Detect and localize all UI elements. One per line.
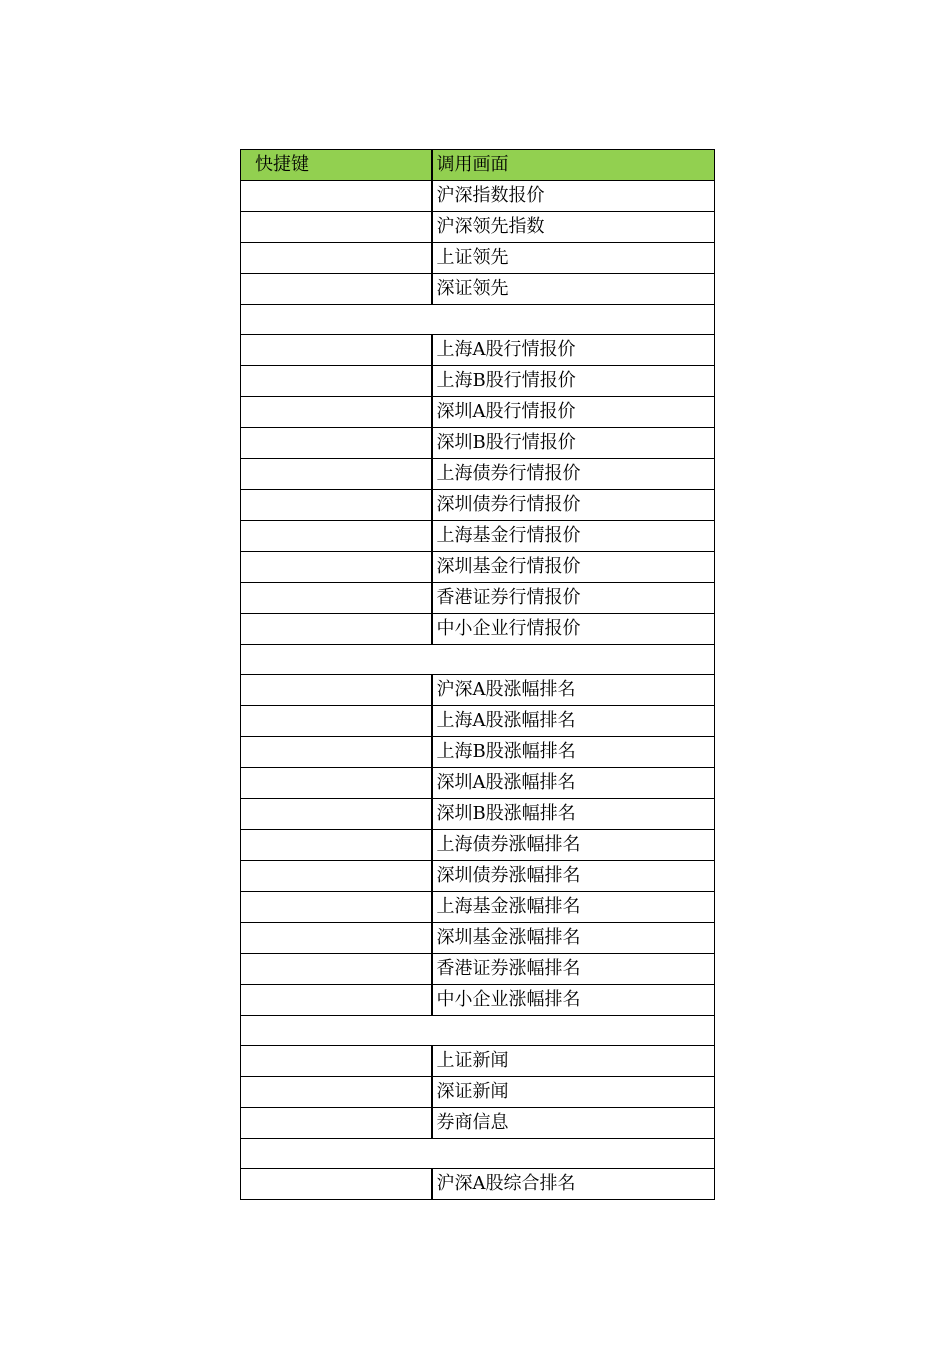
table-row: [241, 675, 715, 706]
table-row: [241, 768, 715, 799]
table-row: [241, 1077, 715, 1108]
screen-name-cell: 上海基金行情报价: [432, 521, 715, 552]
section-separator-row: [241, 1016, 715, 1046]
table-row: [241, 614, 715, 645]
shortcut-table: [240, 149, 715, 1200]
table-row: [241, 181, 715, 212]
table-row: [241, 583, 715, 614]
screen-name-cell: 上证新闻: [432, 1046, 715, 1077]
table-row: [241, 1108, 715, 1139]
table-row: [241, 923, 715, 954]
separator-cell: [241, 645, 715, 675]
table-row: [241, 521, 715, 552]
shortcut-key-cell: [241, 614, 432, 645]
shortcut-key-cell: [241, 737, 432, 768]
screen-name-cell: 上海A股涨幅排名: [432, 706, 715, 737]
separator-cell: [241, 1139, 715, 1169]
shortcut-key-cell: [241, 521, 432, 552]
table-row: [241, 737, 715, 768]
screen-name-cell: 上海A股行情报价: [432, 335, 715, 366]
screen-name-cell: 深圳A股涨幅排名: [432, 768, 715, 799]
screen-name-cell: 券商信息: [432, 1108, 715, 1139]
shortcut-key-cell: [241, 985, 432, 1016]
screen-name-cell: 上海债券涨幅排名: [432, 830, 715, 861]
screen-name-cell: 上海B股涨幅排名: [432, 737, 715, 768]
screen-name-cell: 深圳A股行情报价: [432, 397, 715, 428]
shortcut-key-cell: [241, 397, 432, 428]
shortcut-key-cell: [241, 552, 432, 583]
screen-name-cell: 沪深领先指数: [432, 212, 715, 243]
screen-name-cell: 深圳债券行情报价: [432, 490, 715, 521]
screen-name-cell: 沪深A股涨幅排名: [432, 675, 715, 706]
table-row: [241, 397, 715, 428]
shortcut-key-cell: [241, 243, 432, 274]
shortcut-key-cell: [241, 212, 432, 243]
table-row: [241, 799, 715, 830]
table-row: [241, 490, 715, 521]
screen-name-cell: 深圳B股行情报价: [432, 428, 715, 459]
screen-name-cell: 沪深指数报价: [432, 181, 715, 212]
shortcut-key-cell: [241, 583, 432, 614]
screen-name-cell: 香港证券行情报价: [432, 583, 715, 614]
table-row: [241, 985, 715, 1016]
screen-name-cell: 深证新闻: [432, 1077, 715, 1108]
table-row: [241, 892, 715, 923]
shortcut-key-cell: [241, 274, 432, 305]
shortcut-key-cell: [241, 1077, 432, 1108]
table-row: [241, 428, 715, 459]
table-row: [241, 274, 715, 305]
shortcut-key-cell: [241, 830, 432, 861]
screen-name-cell: 香港证券涨幅排名: [432, 954, 715, 985]
screen-name-cell: 深圳基金涨幅排名: [432, 923, 715, 954]
shortcut-key-cell: [241, 335, 432, 366]
shortcut-key-cell: [241, 954, 432, 985]
screen-name-cell: 中小企业行情报价: [432, 614, 715, 645]
table-row: [241, 366, 715, 397]
shortcut-key-cell: [241, 428, 432, 459]
screen-name-cell: 深圳B股涨幅排名: [432, 799, 715, 830]
shortcut-key-cell: [241, 366, 432, 397]
screen-name-cell: 深圳基金行情报价: [432, 552, 715, 583]
screen-name-cell: 上海债券行情报价: [432, 459, 715, 490]
table-row: [241, 861, 715, 892]
separator-cell: [241, 1016, 715, 1046]
table-row: [241, 830, 715, 861]
header-shortcut-key: 快捷键: [241, 150, 432, 181]
shortcut-key-cell: [241, 861, 432, 892]
shortcut-key-cell: [241, 799, 432, 830]
table-header-row: [241, 150, 715, 181]
screen-name-cell: 沪深A股综合排名: [432, 1169, 715, 1200]
screen-name-cell: 深圳债券涨幅排名: [432, 861, 715, 892]
shortcut-key-cell: [241, 923, 432, 954]
table-row: [241, 954, 715, 985]
section-separator-row: [241, 305, 715, 335]
shortcut-key-cell: [241, 1046, 432, 1077]
table-row: [241, 243, 715, 274]
table-row: [241, 212, 715, 243]
screen-name-cell: 上海B股行情报价: [432, 366, 715, 397]
shortcut-key-cell: [241, 1108, 432, 1139]
shortcut-key-cell: [241, 706, 432, 737]
shortcut-key-cell: [241, 768, 432, 799]
shortcut-key-cell: [241, 892, 432, 923]
table-row: [241, 552, 715, 583]
screen-name-cell: 深证领先: [432, 274, 715, 305]
separator-cell: [241, 305, 715, 335]
table-row: [241, 706, 715, 737]
shortcut-key-cell: [241, 1169, 432, 1200]
header-screen: 调用画面: [432, 150, 715, 181]
shortcut-key-cell: [241, 490, 432, 521]
screen-name-cell: 中小企业涨幅排名: [432, 985, 715, 1016]
table-row: [241, 1046, 715, 1077]
shortcut-key-cell: [241, 181, 432, 212]
table-row: [241, 1169, 715, 1200]
section-separator-row: [241, 645, 715, 675]
screen-name-cell: 上海基金涨幅排名: [432, 892, 715, 923]
section-separator-row: [241, 1139, 715, 1169]
shortcut-table-body: [241, 150, 715, 1200]
table-row: [241, 459, 715, 490]
shortcut-key-cell: [241, 675, 432, 706]
table-row: [241, 335, 715, 366]
screen-name-cell: 上证领先: [432, 243, 715, 274]
shortcut-key-cell: [241, 459, 432, 490]
